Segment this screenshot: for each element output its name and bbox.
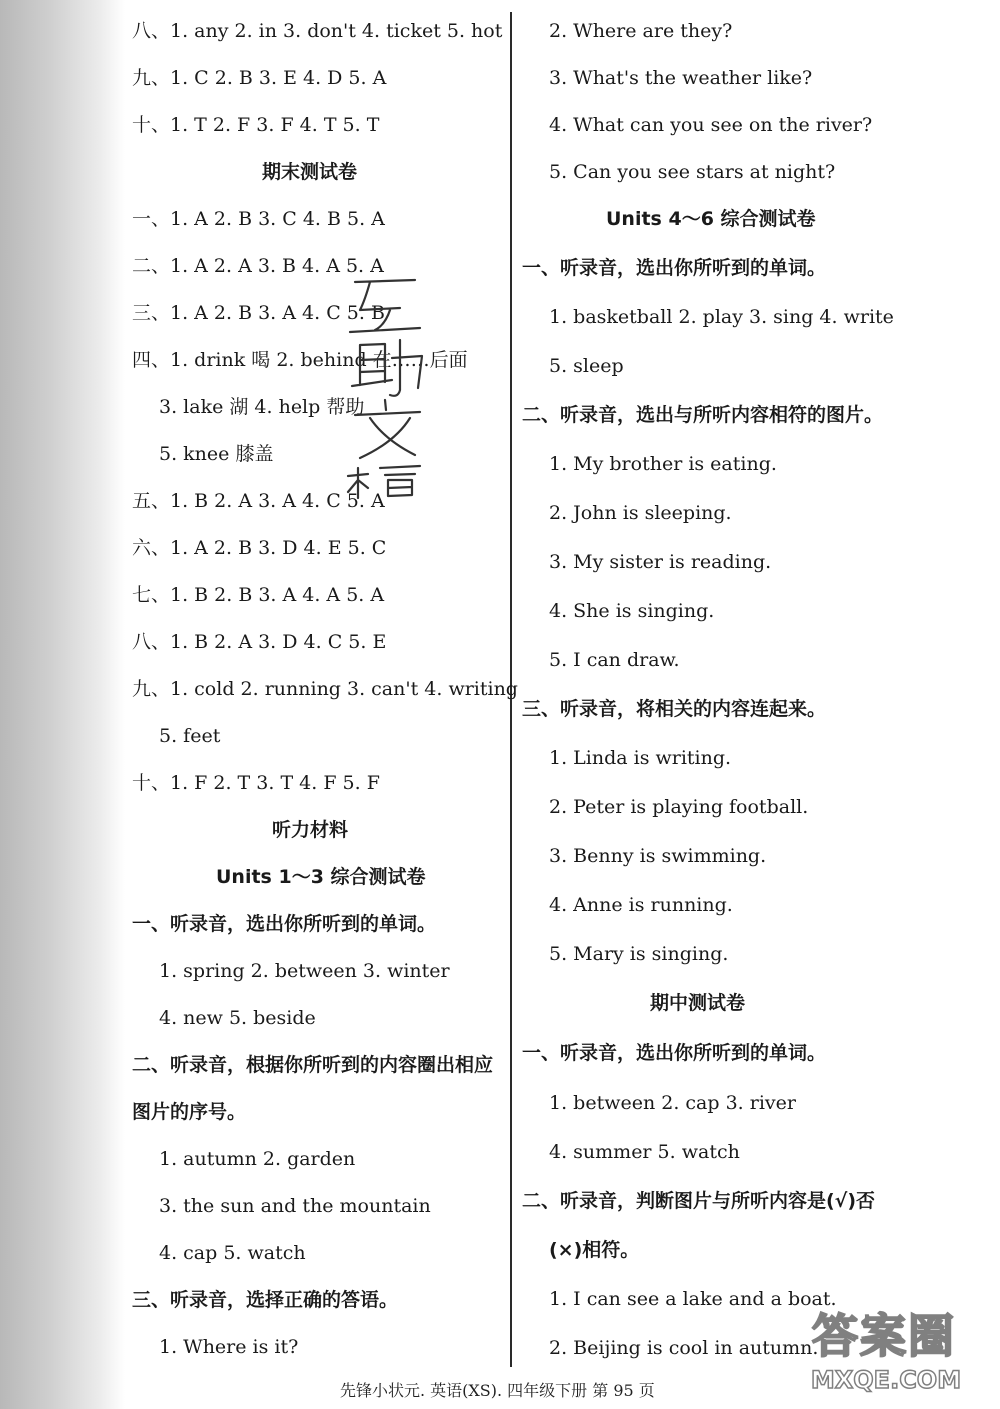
answer-row: 5. feet — [159, 725, 221, 747]
answer-row: 七、1. B 2. B 3. A 4. A 5. A — [132, 584, 385, 606]
answer-row: 5. Can you see stars at night? — [549, 161, 836, 183]
question-heading: 二、听录音，判断图片与所听内容是(√)否 — [522, 1190, 876, 1212]
section-title-listening: 听力材料 — [272, 819, 349, 841]
page-footer: 先锋小状元. 英语(XS). 四年级下册 第 95 页 — [340, 1381, 655, 1400]
question-heading: 一、听录音，选出你所听到的单词。 — [522, 257, 827, 279]
watermark-url: MXQE.COM — [810, 1366, 962, 1394]
answer-row: 3. My sister is reading. — [549, 551, 772, 573]
answer-row: 四、1. drink 喝 2. behind 在……后面 — [132, 349, 468, 371]
section-title-units-1-3: Units 1～3 综合测试卷 — [216, 866, 426, 888]
answer-row: 2. Beijing is cool in autumn. — [549, 1337, 819, 1359]
answer-row: 2. Peter is playing football. — [549, 796, 809, 818]
answer-row: 3. lake 湖 4. help 帮助 — [159, 396, 365, 418]
question-heading: 三、听录音，选择正确的答语。 — [132, 1289, 399, 1311]
answer-row: 1. Where is it? — [159, 1336, 299, 1358]
answer-row: 3. What's the weather like? — [549, 67, 813, 89]
answer-row: 八、1. B 2. A 3. D 4. C 5. E — [132, 631, 387, 653]
answer-row: 一、1. A 2. B 3. C 4. B 5. A — [132, 208, 385, 230]
answer-row: 九、1. cold 2. running 3. can't 4. writing — [132, 678, 518, 700]
watermark — [778, 1302, 990, 1402]
question-heading-cont: (×)相符。 — [549, 1239, 640, 1261]
question-heading: 一、听录音，选出你所听到的单词。 — [522, 1042, 827, 1064]
answer-row: 十、1. F 2. T 3. T 4. F 5. F — [132, 772, 380, 794]
page-edge-shadow — [0, 0, 125, 1409]
answer-row: 五、1. B 2. A 3. A 4. C 5. A — [132, 490, 385, 512]
question-heading: 二、听录音，选出与所听内容相符的图片。 — [522, 404, 884, 426]
answer-row: 二、1. A 2. A 3. B 4. A 5. A — [132, 255, 384, 277]
question-heading: 一、听录音，选出你所听到的单词。 — [132, 913, 437, 935]
answer-row: 5. Mary is singing. — [549, 943, 729, 965]
answer-row: 2. John is sleeping. — [549, 502, 732, 524]
section-title-units-4-6: Units 4～6 综合测试卷 — [606, 208, 816, 230]
answer-row: 4. new 5. beside — [159, 1007, 316, 1029]
answer-row: 5. sleep — [549, 355, 624, 377]
answer-row: 5. I can draw. — [549, 649, 680, 671]
question-heading: 二、听录音，根据你所听到的内容圈出相应 — [132, 1054, 494, 1076]
answer-row: 1. I can see a lake and a boat. — [549, 1288, 837, 1310]
answer-row: 4. She is singing. — [549, 600, 715, 622]
question-heading-cont: 图片的序号。 — [132, 1101, 247, 1123]
answer-row: 4. What can you see on the river? — [549, 114, 873, 136]
answer-row: 2. Where are they? — [549, 20, 733, 42]
answer-row: 十、1. T 2. F 3. F 4. T 5. T — [132, 114, 380, 136]
section-title-final: 期末测试卷 — [262, 161, 358, 183]
handwritten-stamp-graphic — [330, 270, 440, 500]
answer-row: 1. autumn 2. garden — [159, 1148, 356, 1170]
answer-row: 5. knee 膝盖 — [159, 443, 274, 465]
answer-row: 1. spring 2. between 3. winter — [159, 960, 450, 982]
answer-row: 1. basketball 2. play 3. sing 4. write — [549, 306, 894, 328]
answer-row: 4. Anne is running. — [549, 894, 733, 916]
answer-row: 4. summer 5. watch — [549, 1141, 740, 1163]
answer-row: 三、1. A 2. B 3. A 4. C 5. B — [132, 302, 385, 324]
answer-row: 1. between 2. cap 3. river — [549, 1092, 796, 1114]
answer-row: 六、1. A 2. B 3. D 4. E 5. C — [132, 537, 387, 559]
question-heading: 三、听录音，将相关的内容连起来。 — [522, 698, 827, 720]
answer-row: 1. Linda is writing. — [549, 747, 732, 769]
answer-row: 1. My brother is eating. — [549, 453, 777, 475]
answer-row: 八、1. any 2. in 3. don't 4. ticket 5. hot — [132, 20, 503, 42]
answer-row: 九、1. C 2. B 3. E 4. D 5. A — [132, 67, 387, 89]
answer-row: 3. Benny is swimming. — [549, 845, 767, 867]
answer-row: 3. the sun and the mountain — [159, 1195, 431, 1217]
watermark-logo: 答案圈 — [812, 1309, 956, 1363]
section-title-midterm: 期中测试卷 — [650, 992, 746, 1014]
answer-row: 4. cap 5. watch — [159, 1242, 306, 1264]
